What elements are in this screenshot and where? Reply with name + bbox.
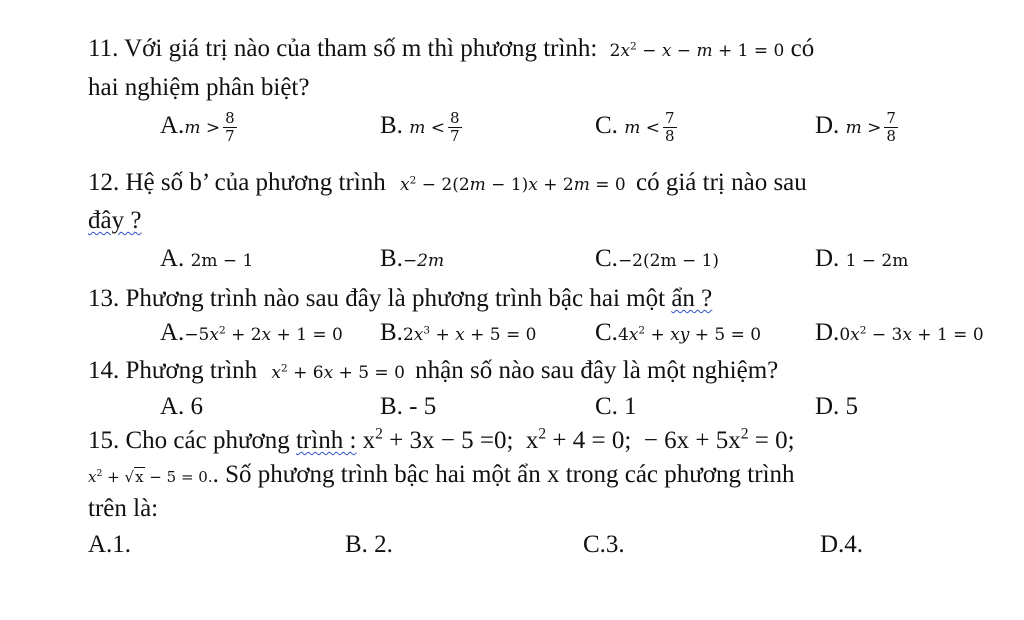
q12-line2: đây ? xyxy=(88,207,142,234)
q12-line1 xyxy=(88,168,807,200)
q11-stem: 11. Với giá trị nào của tham số m thì phương trình: xyxy=(88,35,598,62)
q15-line2 xyxy=(88,460,795,492)
q12-option-a[interactable]: A. 2m − 1 xyxy=(160,245,254,272)
q13-stem: 13. Phương trình nào sau đây là phương trình bậc hai một xyxy=(88,285,666,312)
q14-stem: 14. Phương trình xyxy=(88,357,258,384)
q13-stem-end: ẩn ? xyxy=(671,285,713,312)
q15-equations: $x^2 + 3x - 5 =0$; $x^2 + 4 = 0$; − $6x + 5x^2 = 0$; xyxy=(362,425,795,454)
q13-option-d[interactable]: $D.0x^2 - 3x + 1 = 0$ xyxy=(815,319,984,346)
q11-option-d[interactable]: D. m > $\frac{7}{8}$ xyxy=(815,109,896,145)
q11-option-a[interactable]: A.m > $\frac{8}{7}$ xyxy=(160,109,235,145)
q15-line2-equation: $x^2 + √x - 5 = 0$. xyxy=(88,468,213,486)
q11-equation: $2x^2 - x - m + 1 = 0$ xyxy=(609,40,785,61)
q15-option-c[interactable]: C.3. xyxy=(583,531,625,558)
q14-tail: nhận số nào sau đây là một nghiệm? xyxy=(415,357,779,384)
q11-option-c[interactable]: C. m < $\frac{7}{8}$ xyxy=(595,109,675,145)
q11-line2: hai nghiệm phân biệt? xyxy=(88,74,310,101)
q15-option-d[interactable]: D.4. xyxy=(820,531,864,558)
q14-option-c[interactable]: C. 1 xyxy=(595,393,637,420)
q15-stem-wavy: trình : xyxy=(295,427,357,454)
q12-equation: $x^2 - 2(2m - 1)x + 2m = 0$ xyxy=(400,174,626,195)
q11-tail: có xyxy=(790,35,815,62)
q14-option-d[interactable]: D. 5 xyxy=(815,393,859,420)
q15-line1 xyxy=(88,426,795,456)
q15-line2-text: . Số phương trình bậc hai một ẩn x trong các phương trình xyxy=(212,461,795,488)
q13-option-a[interactable]: $A.-5x^2 + 2x + 1 = 0$ xyxy=(160,319,343,346)
q14-equation: $x^2 + 6x + 5 = 0$ xyxy=(271,362,405,383)
q15-option-a[interactable]: A.1. xyxy=(88,531,132,558)
q15-option-b[interactable]: B. 2. xyxy=(345,531,393,558)
q15-line3: trên là: xyxy=(88,495,159,522)
q14-line1 xyxy=(88,356,778,388)
q13-line1 xyxy=(88,284,712,314)
q14-option-a[interactable]: A. 6 xyxy=(160,393,204,420)
q11-option-b[interactable]: B. m < $\frac{8}{7}$ xyxy=(380,109,460,145)
q12-option-c[interactable]: C.−2(2m − 1) xyxy=(595,245,720,272)
q12-stem: 12. Hệ số b’ của phương trình xyxy=(88,169,386,196)
q15-stem: 15. Cho các phương xyxy=(88,427,290,454)
q12-option-b[interactable]: B.−2m xyxy=(380,245,445,272)
q13-option-b[interactable]: $B.2x^3 + x + 5 = 0$ xyxy=(380,319,537,346)
q14-option-b[interactable]: B. - 5 xyxy=(380,393,437,420)
q12-option-d[interactable]: D. 1 − 2m xyxy=(815,245,909,272)
q13-option-c[interactable]: $C.4x^2$ + xy + 5 = 0 xyxy=(595,319,762,346)
q12-tail: có giá trị nào sau xyxy=(636,169,807,196)
q11-line1 xyxy=(88,34,814,66)
